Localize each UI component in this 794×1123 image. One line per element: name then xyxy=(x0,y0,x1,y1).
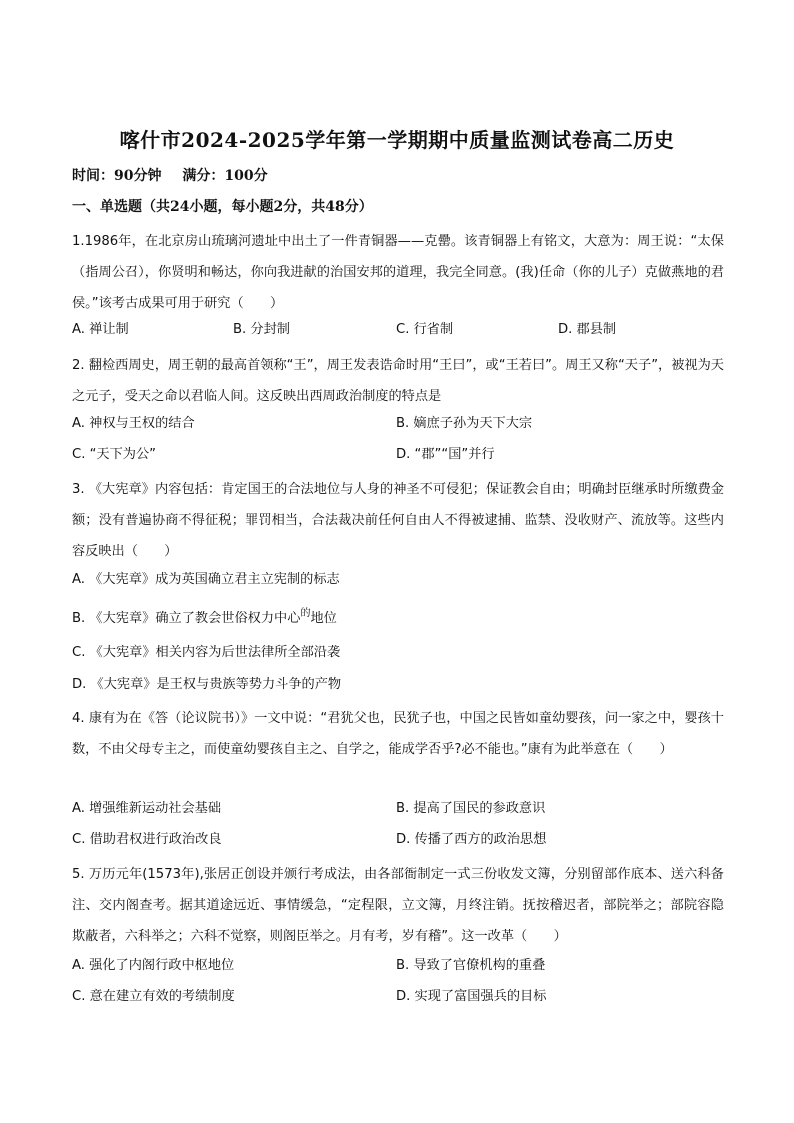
exam-score: 满分：100分 xyxy=(182,168,268,184)
question-2-option-b: B. 嫡庶子孙为天下大宗 xyxy=(396,416,533,431)
question-2-stem: 2. 翻检西周史，周王朝的最高首领称“王”，周王发表诰命时用“王曰”，或“王若曰”。周王又称“天子”，被视为天之元子，受天之命以君临人间。这反映出西周政治制度的特点是 xyxy=(72,358,724,404)
question-1-option-d: D. 郡县制 xyxy=(558,322,617,337)
exam-time: 时间：90分钟 xyxy=(72,168,162,184)
question-3-option-b-superscript: 的 xyxy=(300,608,311,619)
question-1-option-c: C. 行省制 xyxy=(396,322,454,337)
question-3-option-b xyxy=(72,609,337,630)
exam-meta xyxy=(72,165,268,185)
question-5-stem: 5. 万历元年(1573年),张居正创设并颁行考成法，由各部衙制定一式三份收发文簿，分别留部作底本、送六科备注、交内阁查考。据其道途远近、事情缓急，“定程限，立文簿，月终注销。抚按稽迟者，部院举之；部院容隐欺蔽者，六科举之；六科不觉察，则阁臣举之。月有考，岁有稽”。这一改革（ ） xyxy=(72,867,724,944)
question-3-option-c: C. 《大宪章》相关内容为后世法律所全部沿袭 xyxy=(72,645,341,660)
question-4-option-c: C. 借助君权进行政治改良 xyxy=(72,832,222,847)
question-4-stem: 4. 康有为在《答（论议院书）》一文中说：“君犹父也，民犹子也，中国之民皆如童幼婴孩，问一家之中，婴孩十数，不由父母专主之，而使童幼婴孩自主之、自学之，能成学否乎?必不能也。”康有为此举意在（ ） xyxy=(72,711,724,757)
question-3-stem: 3. 《大宪章》内容包括：肯定国王的合法地位与人身的神圣不可侵犯；保证教会自由；明确封臣继承时所缴费金额；没有普遍协商不得征税；罪罚相当，合法裁决前任何自由人不得被逮捕、监禁、没收财产、流放等。这些内容反映出（ ） xyxy=(72,482,724,559)
question-4-option-d: D. 传播了西方的政治思想 xyxy=(396,832,547,847)
question-2-option-d: D. “郡”“国”并行 xyxy=(396,447,495,462)
question-5-option-b: B. 导致了官僚机构的重叠 xyxy=(396,958,546,973)
question-1-option-b: B. 分封制 xyxy=(233,322,290,337)
question-4-option-a: A. 增强维新运动社会基础 xyxy=(72,801,222,816)
question-4-option-b: B. 提高了国民的参政意识 xyxy=(396,801,546,816)
question-5-option-a: A. 强化了内阁行政中枢地位 xyxy=(72,958,235,973)
question-2-option-a: A. 神权与王权的结合 xyxy=(72,416,195,431)
question-3-option-b-text: B. 《大宪章》确立了教会世俗权力中心 xyxy=(72,611,301,626)
question-5-option-c: C. 意在建立有效的考绩制度 xyxy=(72,989,235,1004)
question-2-option-c: C. “天下为公” xyxy=(72,447,157,462)
question-1-stem: 1.1986年，在北京房山琉璃河遗址中出土了一件青铜器——克罍。该青铜器上有铭文，大意为：周王说：“太保（指周公召），你贤明和畅达，你向我进献的治国安邦的道理，我完全同意。(我)任命（你的儿子）克做燕地的君侯。”该考古成果可用于研究（ ） xyxy=(72,234,724,311)
question-3-option-b-tail: 地位 xyxy=(310,611,337,626)
question-3-option-a: A. 《大宪章》成为英国确立君主立宪制的标志 xyxy=(72,572,340,587)
question-3-option-d: D. 《大宪章》是王权与贵族等势力斗争的产物 xyxy=(72,677,342,692)
exam-title: 喀什市2024-2025学年第一学期期中质量监测试卷高二历史 xyxy=(119,128,675,152)
question-1-option-a: A. 禅让制 xyxy=(72,322,129,337)
question-5-option-d: D. 实现了富国强兵的目标 xyxy=(396,989,547,1004)
section-heading: 一、单选题（共24小题，每小题2分，共48分） xyxy=(72,199,373,215)
